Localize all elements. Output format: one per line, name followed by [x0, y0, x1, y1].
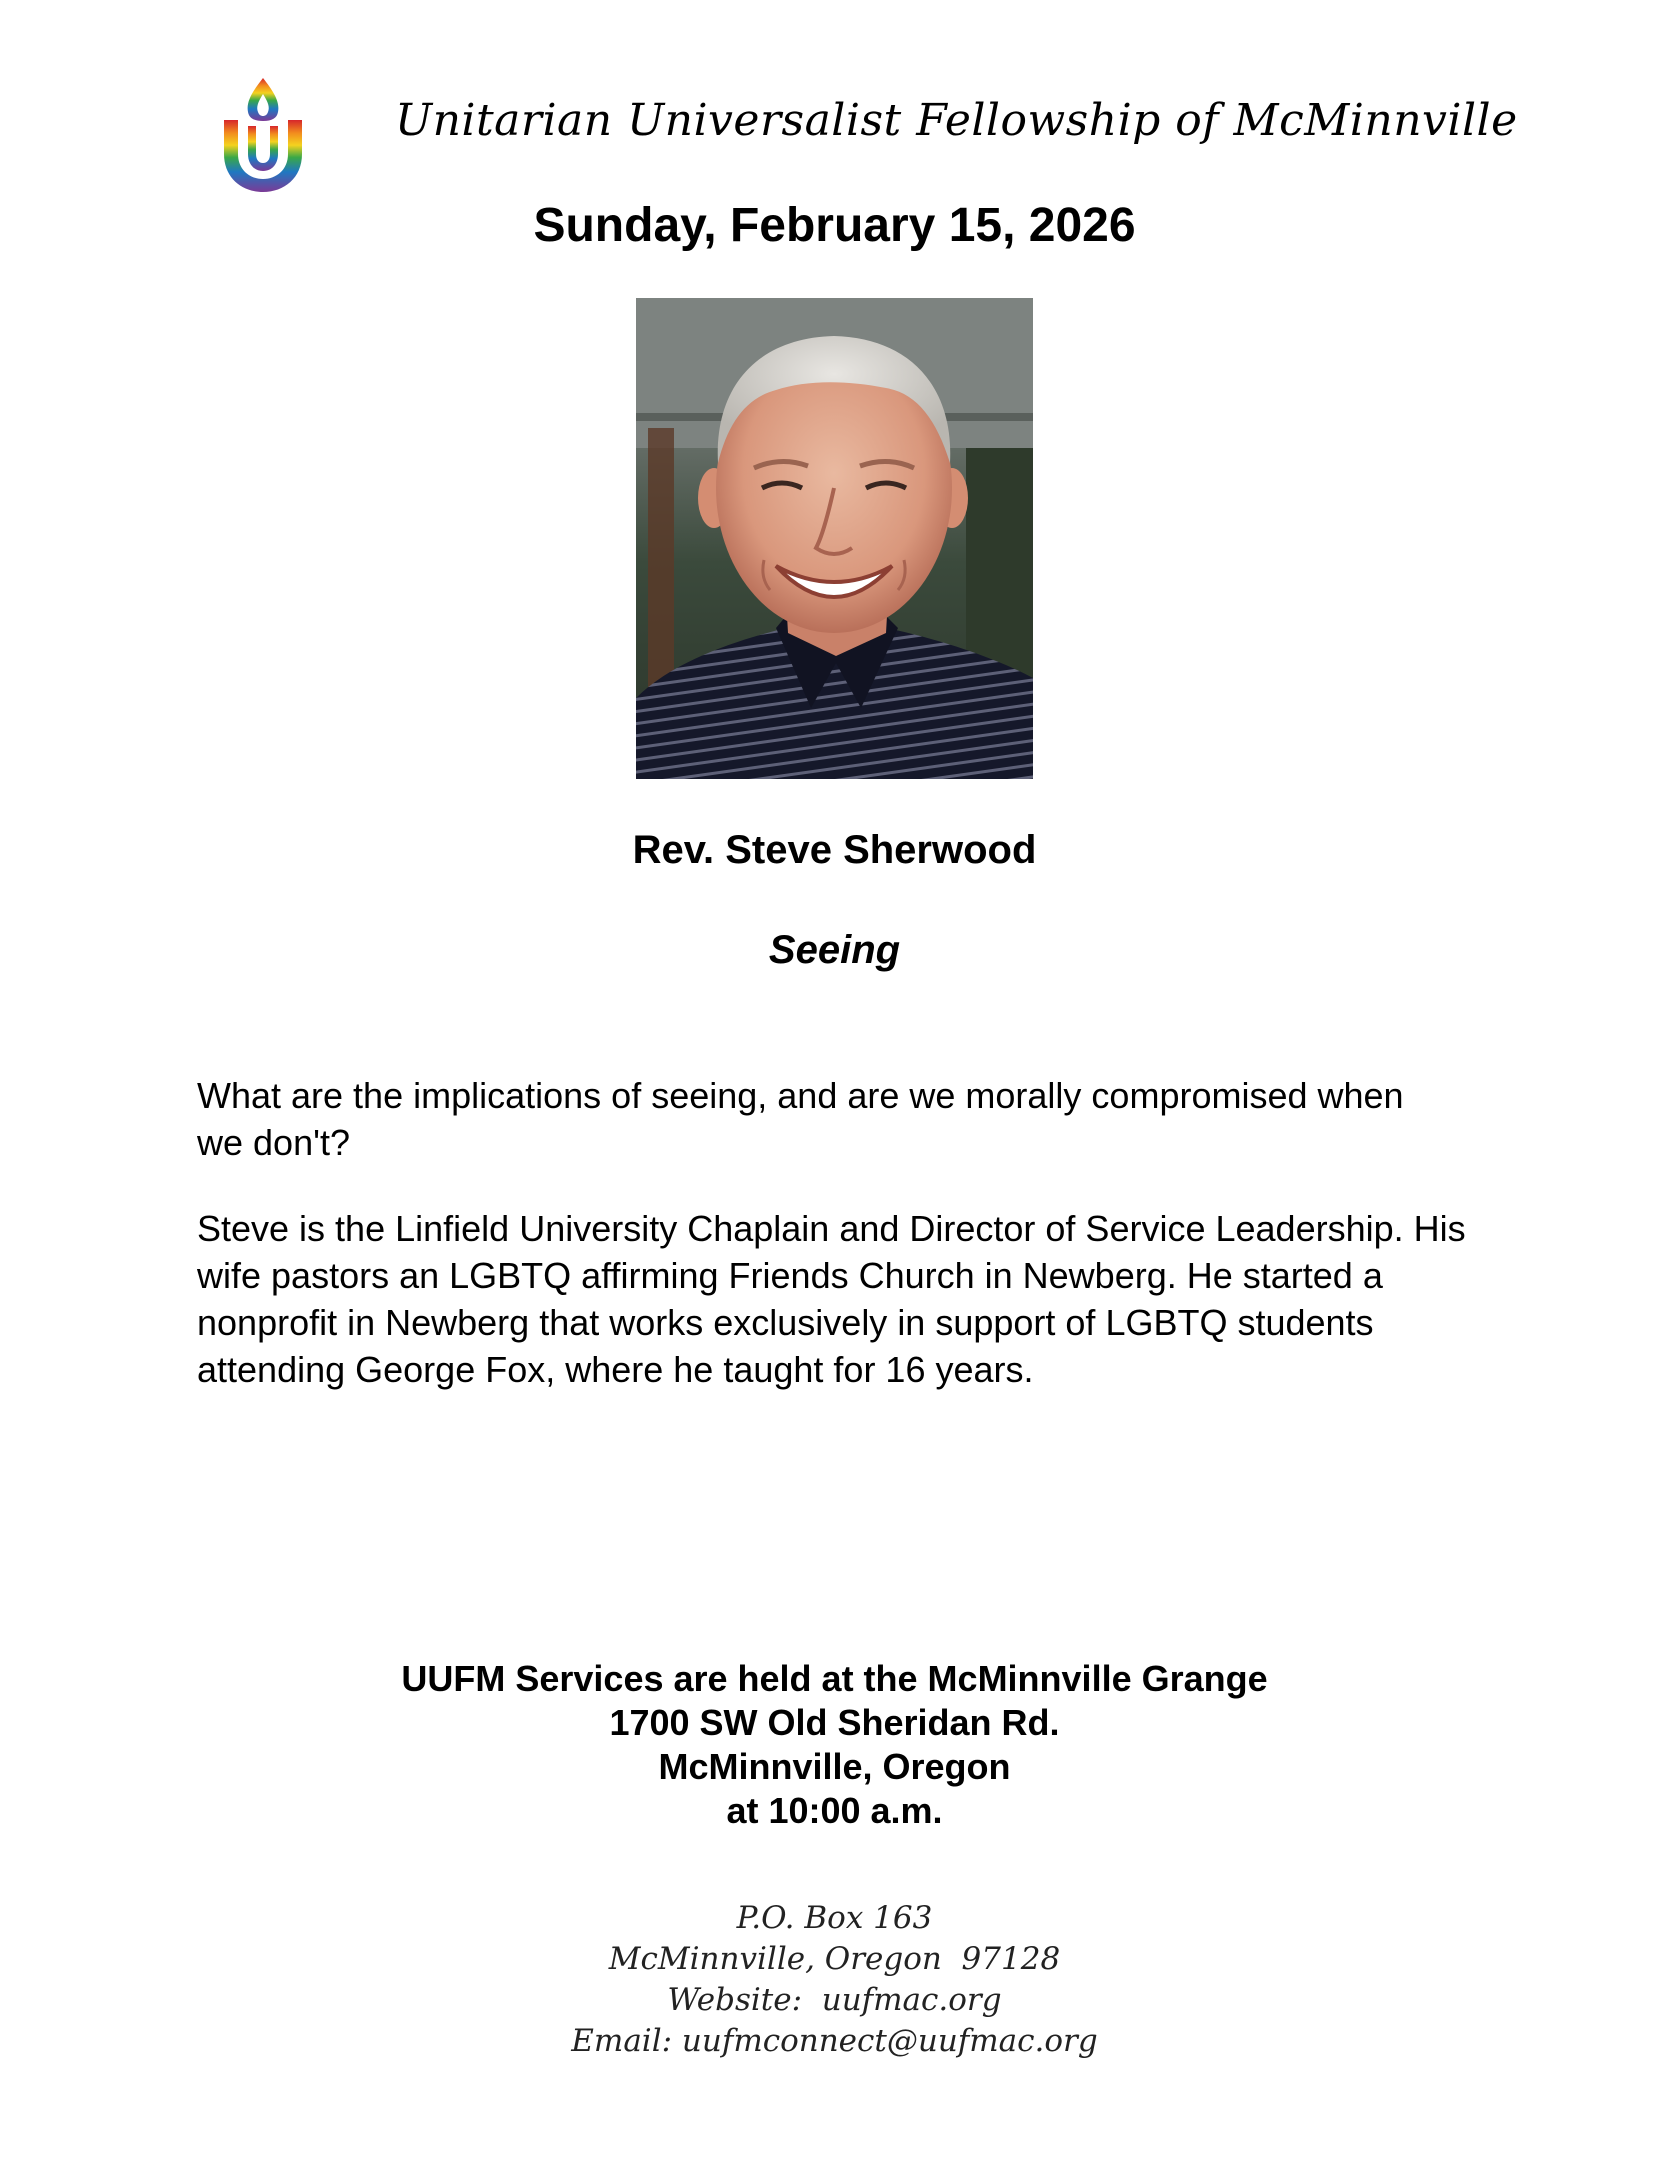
contact-city: McMinnville, Oregon 97128 [608, 1941, 1061, 1977]
speaker-portrait-photo [636, 298, 1033, 779]
location-line-grange: UUFM Services are held at the McMinnville Grange [401, 1658, 1268, 1699]
location-line-time: at 10:00 a.m. [726, 1790, 943, 1831]
speaker-name: Rev. Steve Sherwood [632, 828, 1037, 872]
location-line-city: McMinnville, Oregon [658, 1746, 1011, 1787]
speaker-bio: Steve is the Linfield University Chaplain and Director of Service Leadership. His wife pastors an LGBTQ affirming Friends Church in Newberg. He started a nonprofit in Newberg that works exclusively in support of LGBTQ students attending George Fox, where he taught for 16 years. [197, 1208, 1466, 1390]
contact-website[interactable]: Website: uufmac.org [667, 1982, 1002, 2018]
organization-name: Unitarian Universalist Fellowship of McMinnville [395, 95, 1518, 146]
contact-email[interactable]: Email: uufmconnect@uufmac.org [571, 2023, 1098, 2059]
service-location [0, 1657, 1669, 1833]
location-line-street: 1700 SW Old Sheridan Rd. [609, 1702, 1060, 1743]
sermon-title: Seeing [768, 928, 901, 972]
uu-chalice-logo-icon [218, 76, 308, 196]
service-date: Sunday, February 15, 2026 [533, 199, 1136, 252]
contact-po-box: P.O. Box 163 [736, 1900, 933, 1936]
contact-info [0, 1898, 1669, 2062]
description-question: What are the implications of seeing, and are we morally compromised when we don't? [197, 1075, 1404, 1163]
